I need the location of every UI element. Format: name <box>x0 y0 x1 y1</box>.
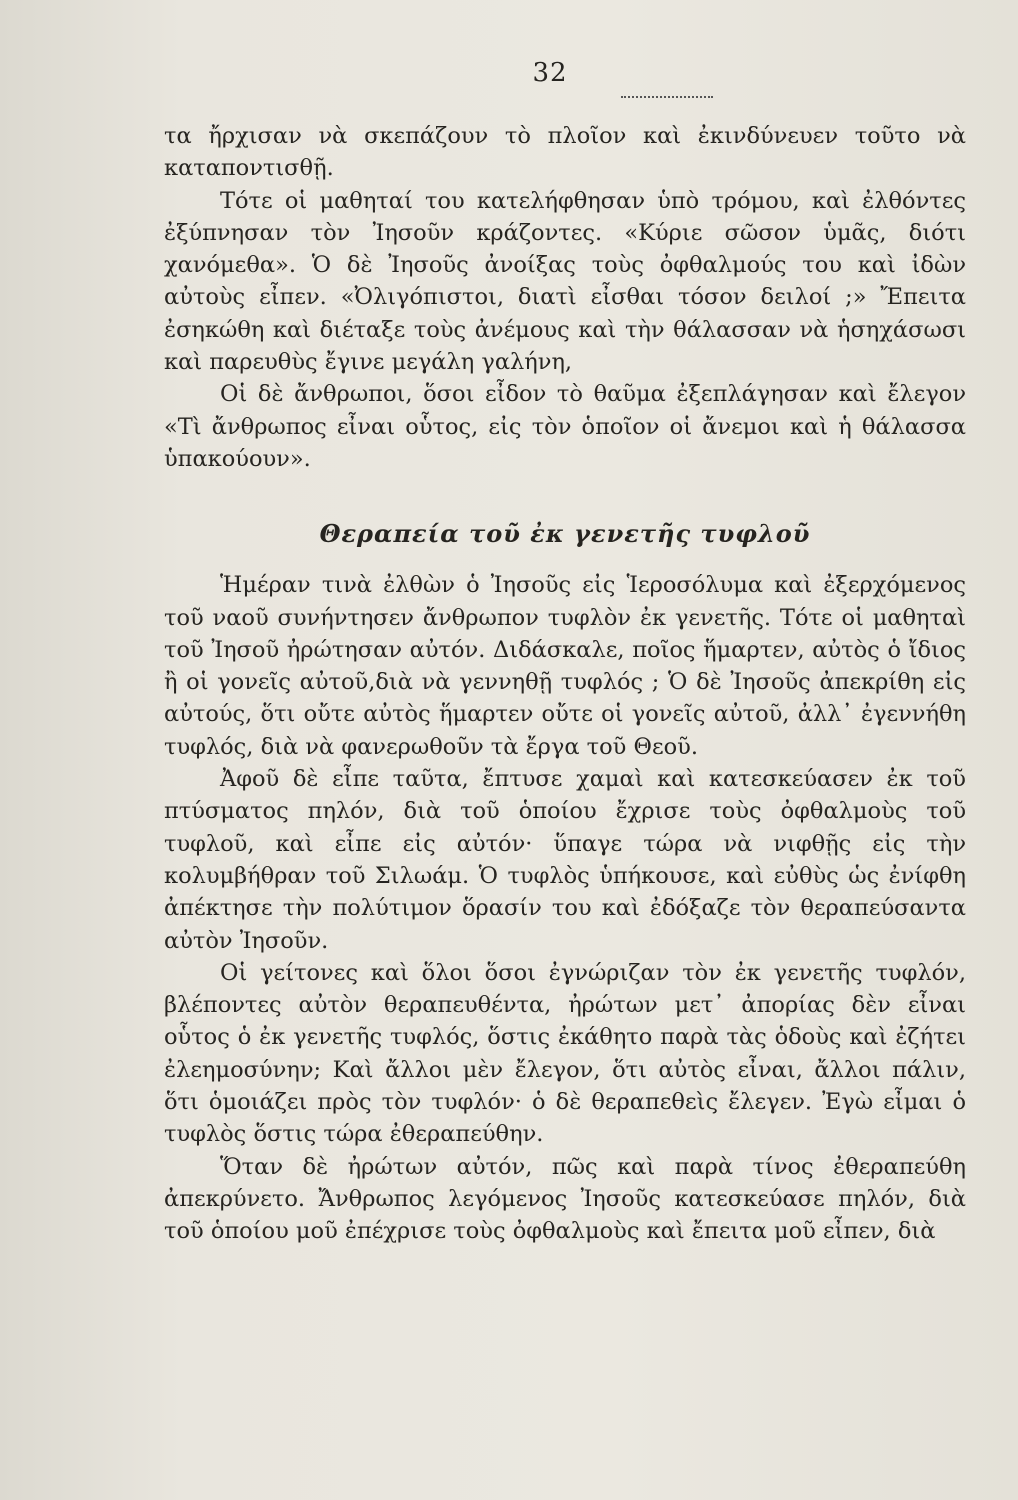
text-block-top <box>164 120 966 475</box>
page-number: 32 <box>532 58 568 88</box>
text-block-bottom <box>164 569 966 1247</box>
paragraph: Ὅταν δὲ ἠρώτων αὐτόν, πῶς καὶ παρὰ τίνος ἐθεραπεύθη ἀπεκρύνετο. Ἄνθρωπος λεγόμενος Ἰησοῦς κατεσκεύασε πηλόν, διὰ τοῦ ὁποίου μοῦ ἐπέχρισε τοὺς ὀφθαλμοὺς καὶ ἔπειτα μοῦ εἶπεν, διὰ <box>164 1153 966 1245</box>
paragraph: Οἱ δὲ ἄνθρωποι, ὅσοι εἶδον τὸ θαῦμα ἐξεπλάγησαν καὶ ἔλεγον «Τὶ ἄνθρωπος εἶναι οὗτος, εἰς τὸν ὁποῖον οἱ ἄνεμοι καὶ ἡ θάλασσα ὑπακούουν». <box>164 381 966 472</box>
section-heading: Θεραπεία τοῦ ἐκ γενετῆς τυφλοῦ <box>319 519 811 549</box>
page-number-rule <box>621 96 713 98</box>
paragraph: τα ἤρχισαν νὰ σκεπάζουν τὸ πλοῖον καὶ ἐκινδύνευεν τοῦτο νὰ καταποντισθῇ. <box>164 123 966 182</box>
paragraph: Τότε οἱ μαθηταί του κατελήφθησαν ὑπὸ τρόμου, καὶ ἐλθόντες ἐξύπνησαν τὸν Ἰησοῦν κράζοντες. «Κύριε σῶσον ὑμᾶς, διότι χανόμεθα». Ὁ δὲ Ἰησοῦς ἀνοίξας τοὺς ὀφθαλμούς του καὶ ἰδὼν αὐτοὺς εἶπεν. «Ὀλιγόπιστοι, διατὶ εἶσθαι τόσον δειλοί ;» Ἔπειτα ἐσηκώθη καὶ διέταξε τοὺς ἀνέμους καὶ τὴν θάλασσαν νὰ ἡσηχάσωσι καὶ παρευθὺς ἔγινε μεγάλη γαλήνη, <box>164 187 966 376</box>
paragraph: Ἡμέραν τινὰ ἐλθὼν ὁ Ἰησοῦς εἰς Ἱεροσόλυμα καὶ ἐξερχόμενος τοῦ ναοῦ συνήντησεν ἄνθρωπον τυφλὸν ἐκ γενετῆς. Τότε οἱ μαθηταὶ τοῦ Ἰησοῦ ἠρώτησαν αὐτόν. Διδάσκαλε, ποῖος ἥμαρτεν, αὐτὸς ὁ ἴδιος ἢ οἱ γονεῖς αὐτοῦ,διὰ νὰ γεννηθῇ τυφλός ; Ὁ δὲ Ἰησοῦς ἀπεκρίθη εἰς αὐτούς, ὅτι οὔτε αὐτὸς ἥμαρτεν οὔτε οἱ γονεῖς αὐτοῦ, ἀλλ᾿ ἐγεννήθη τυφλός, διὰ νὰ φανερωθοῦν τὰ ἔργα τοῦ Θεοῦ. <box>164 572 966 760</box>
paragraph: Οἱ γείτονες καὶ ὅλοι ὅσοι ἐγνώριζαν τὸν ἐκ γενετῆς τυφλόν, βλέποντες αὐτὸν θεραπευθέντα, ἠρώτων μετ᾿ ἀπορίας δὲν εἶναι οὗτος ὁ ἐκ γενετῆς τυφλός, ὅστις ἐκάθητο παρὰ τὰς ὁδοὺς καὶ ἐζήτει ἐλεημοσύνην; Καὶ ἄλλοι μὲν ἔλεγον, ὅτι αὐτὸς εἶναι, ἄλλοι πάλιν, ὅτι ὁμοιάζει πρὸς τὸν τυφλόν· ὁ δὲ θεραπεθεὶς ἔλεγεν. Ἐγὼ εἶμαι ὁ τυφλὸς ὅστις τώρα ἐθεραπεύθην. <box>164 959 966 1148</box>
paragraph: Ἀφοῦ δὲ εἶπε ταῦτα, ἔπτυσε χαμαὶ καὶ κατεσκεύασεν ἐκ τοῦ πτύσματος πηλόν, διὰ τοῦ ὁποίου ἔχρισε τοὺς ὀφθαλμοὺς τοῦ τυφλοῦ, καὶ εἶπε εἰς αὐτόν· ὕπαγε τώρα νὰ νιφθῇς εἰς τὴν κολυμβήθραν τοῦ Σιλωάμ. Ὁ τυφλὸς ὑπήκουσε, καὶ εὐθὺς ὡς ἐνίφθη ἀπέκτησε τὴν πολύτιμον ὅρασίν του καὶ ἐδόξαζε τὸν θεραπεύσαντα αὐτὸν Ἰησοῦν. <box>164 766 966 954</box>
